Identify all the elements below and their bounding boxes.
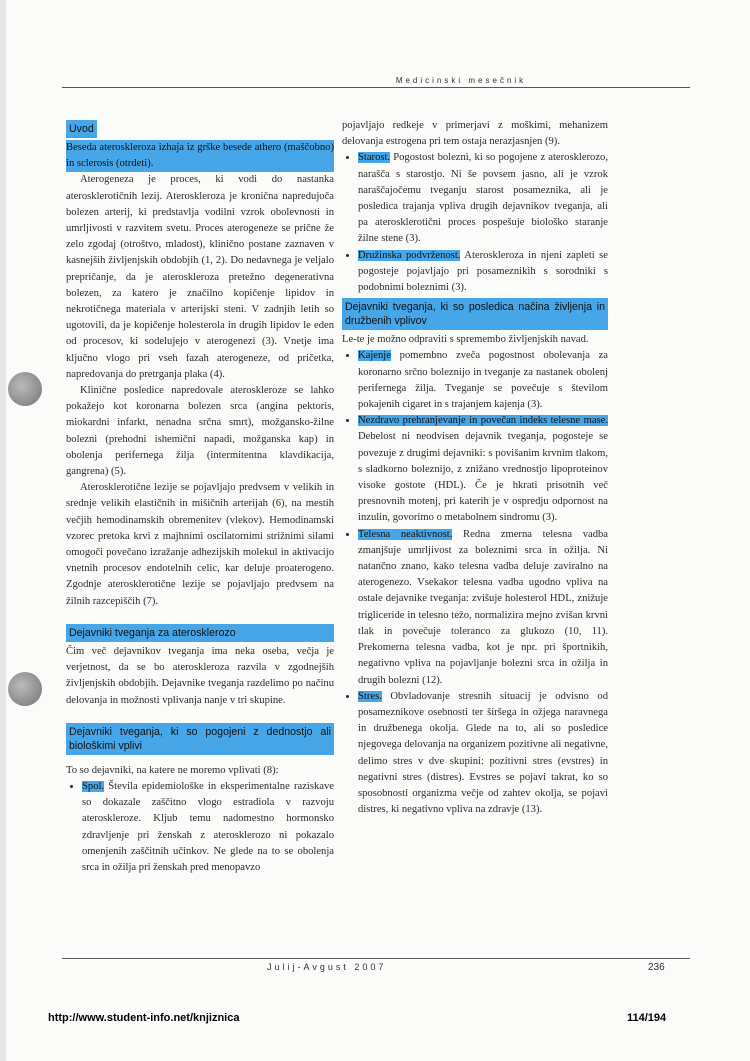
paragraph: Klinične posledice napredovale ateroskleroze se lahko pokažejo kot koronarna bolezen srca (angina pektoris, miokardni infarkt, nenadna srčna smrt), možgansko-žilne bolezni (prehodni ishemični napadi, možganska kap) in obolenja perifernega žilja (intermitentna klavdikacija, gangrena) (5). (66, 385, 334, 478)
section-title-lifestyle: Dejavniki tveganja, ki so posledica načina življenja in družbenih vplivov (342, 298, 608, 330)
page-number: 236 (648, 962, 665, 973)
paragraph: To so dejavniki, na katere ne moremo vplivati (8): (66, 764, 279, 776)
paragraph: Čim več dejavnikov tveganja ima neka oseba, večja je verjetnost, da se bo ateroskleroza razvila v zgodnejših življenjskih obdobjih. Dejavnike tveganja razdelimo po načinu delovanja in možnosti vplivanja nanje v tri skupine. (66, 645, 334, 706)
list-item (358, 150, 608, 247)
section-title-uvod: Uvod (66, 120, 97, 138)
lead-text: Beseda ateroskleroza izhaja iz grške besede athero (maščobno) in sclerosis (otrdeti). (66, 140, 334, 172)
running-footer (62, 958, 690, 972)
list-item (358, 248, 608, 297)
header-text: Medicinski mesečnik (395, 76, 527, 85)
item-label: Kajenje (358, 350, 391, 362)
item-label: Telesna neaktivnost. (358, 528, 453, 540)
paragraph: Aterosklerotične lezije se pojavljajo predvsem v velikih in srednje velikih elastičnih in mišičnih arterijah (6), na mestih večjih hemodinamskih obremenitev (vlekov). Hemodinamski vzorec pretoka krvi z majhnimi oscilatornimi strižnimi silami omogoči povečano izražanje adhezijskih molekul in aktivacijo vnetnih procesov endotelnih celic, kar deluje proaterogeno. Zgodnje aterosklerotične lezije se pojavljajo predvsem na žilnih razcepiščih (7). (66, 482, 334, 607)
list-item (358, 527, 608, 689)
section-title-risk: Dejavniki tveganja za aterosklerozo (66, 624, 334, 642)
section-title-nonmodifiable: Dejavniki tveganja, ki so pogojeni z dednostjo ali biološkimi vplivi (66, 723, 334, 755)
paragraph: pojavljajo redkeje v primerjavi z moškimi, mehanizem delovanja estrogena pri tem ostaja nerazjasnjen (9). (342, 120, 608, 148)
risk-list (66, 779, 334, 876)
running-header (62, 76, 690, 88)
item-text: Ateroskleroza in njeni zapleti se pogosteje pojavljajo pri posameznikih s sorodniki s podobnimi boleznimi (3). (358, 249, 608, 294)
punch-hole (8, 372, 42, 406)
page-count: 114/194 (627, 1012, 667, 1024)
page-edge (0, 0, 6, 1061)
item-label: Starost. (358, 152, 391, 164)
right-column (342, 118, 608, 818)
item-text: Števila epidemiološke in eksperimentalne raziskave so dokazale zaščitno vlogo estradiola v razvoju ateroskleroze. Kljub temu nadomestno hormonsko zdravljenje pri ženskah z aterosklerozo ni pokazalo omenjenih zaščitnih učinkov. Ne glede na to se obolenja srca in ožilja pri ženskah pred menopavzo (82, 780, 334, 873)
item-label: Nezdravo prehranjevanje in povečan indeks telesne mase. (358, 415, 608, 427)
paragraph: Aterogeneza je proces, ki vodi do nastanka aterosklerotičnih lezij. Ateroskleroza je kronična napredujoča bolezen arterij, ki predstavlja vodilni vzrok obolevnosti in umrljivosti v razvitem svetu. Proces aterogeneze se prične že zelo zgodaj (otroštvo, mladost), klinično postane zaznaven v kasnejših življenjskih obdobjih (1, 2). Do nedavnega je veljalo prepričanje, da je ateroskleroza pretežno degenerativna bolezen, za katero je značilno kopičenje lipidov in nekrotičnega materiala v arterijski steni. V zadnjih letih so ugotovili, da je kopičenje holesterola in drugih lipidov le eden od procesov, ki sodelujejo v aterogenezi (3). Vnetje ima ključno vlogo pri vseh fazah aterogeneze, od pričetka, napredovanja do pretrganja plaka (4). (66, 174, 334, 380)
risk-list (342, 348, 608, 818)
item-label: Spol. (82, 780, 105, 792)
left-column (66, 118, 334, 876)
item-text: pomembno zveča pogostnost obolevanja za koronarno srčno boleznijo in tveganje za nastanek obolenj perifernega žilja. Tveganje se povečuje s številom pokajenih cigaret in s trajanjem kajenja (3). (358, 350, 608, 411)
item-text: Debelost ni neodvisen dejavnik tveganja, pogosteje se povezuje z drugimi dejavniki: s povišanim krvnim tlakom, s sladkorno boleznijo, z znižano vrednostjo lipoproteinov visoke gostote (HDL). Če je hkrati prisotnih več presnovnih motenj, pri katerih je v ospredju odpornost na inzulin, govorimo o metabolnem sindromu (3). (358, 431, 608, 524)
footer-issue: Julij-Avgust 2007 (267, 962, 387, 972)
paragraph: Le-te je možno odpraviti s spremembo življenjskih navad. (342, 334, 589, 346)
list-item (358, 348, 608, 413)
item-label: Družinska podvrženost. (358, 249, 461, 261)
risk-list (342, 150, 608, 296)
item-text: Redna zmerna telesna vadba zmanjšuje umrljivost za boleznimi srca in ožilja. Ni natančno znano, kako telesna vadba deluje zaviralno na aterogenezo. Vsekakor telesna vadba ugodno vpliva na ostale dejavnike tveganja: zvišuje holesterol HDL, znižuje trigliceride in telesno težo, normalizira mejno zvišan krvni tlak in povečuje toleranco za glukozo (10, 11). Prekomerna telesna vadba, kot je npr. pri športnikih, negativno vpliva na pojavljanje bolezni srca in ožilja in drugih bolezni (12). (358, 528, 608, 686)
list-item (358, 413, 608, 526)
item-text: Pogostost bolezni, ki so pogojene z aterosklerozo, narašča s starostjo. Ni še povsem jasno, ali je vzrok naraščajočemu tveganju starost posameznika, ali je posledica trajanja vpliva drugih dejavnikov tveganja, ali pa aterosklerotični proces pospešuje biološko staranje žilne stene (3). (358, 152, 608, 245)
list-item (82, 779, 334, 876)
item-label: Stres. (358, 690, 382, 702)
item-text: Obvladovanje stresnih situacij je odvisno od posameznikove osebnosti ter širšega in ožjega naravnega in družbenega okolja. Glede na to, ali so posledice njegovega delovanja na organizem pozitivne ali negativne, delimo stres v dve skupini: pozitivni stres (evstres) in negativni stres (distres). Evstres se pojavi takrat, ko so sposobnosti organizma večje od zahtev okolja, se pojavi distres, ki negativno vpliva na zdravje (13). (358, 690, 608, 816)
source-url[interactable]: http://www.student-info.net/knjiznica (48, 1012, 240, 1024)
list-item (358, 689, 608, 819)
punch-hole (8, 672, 42, 706)
